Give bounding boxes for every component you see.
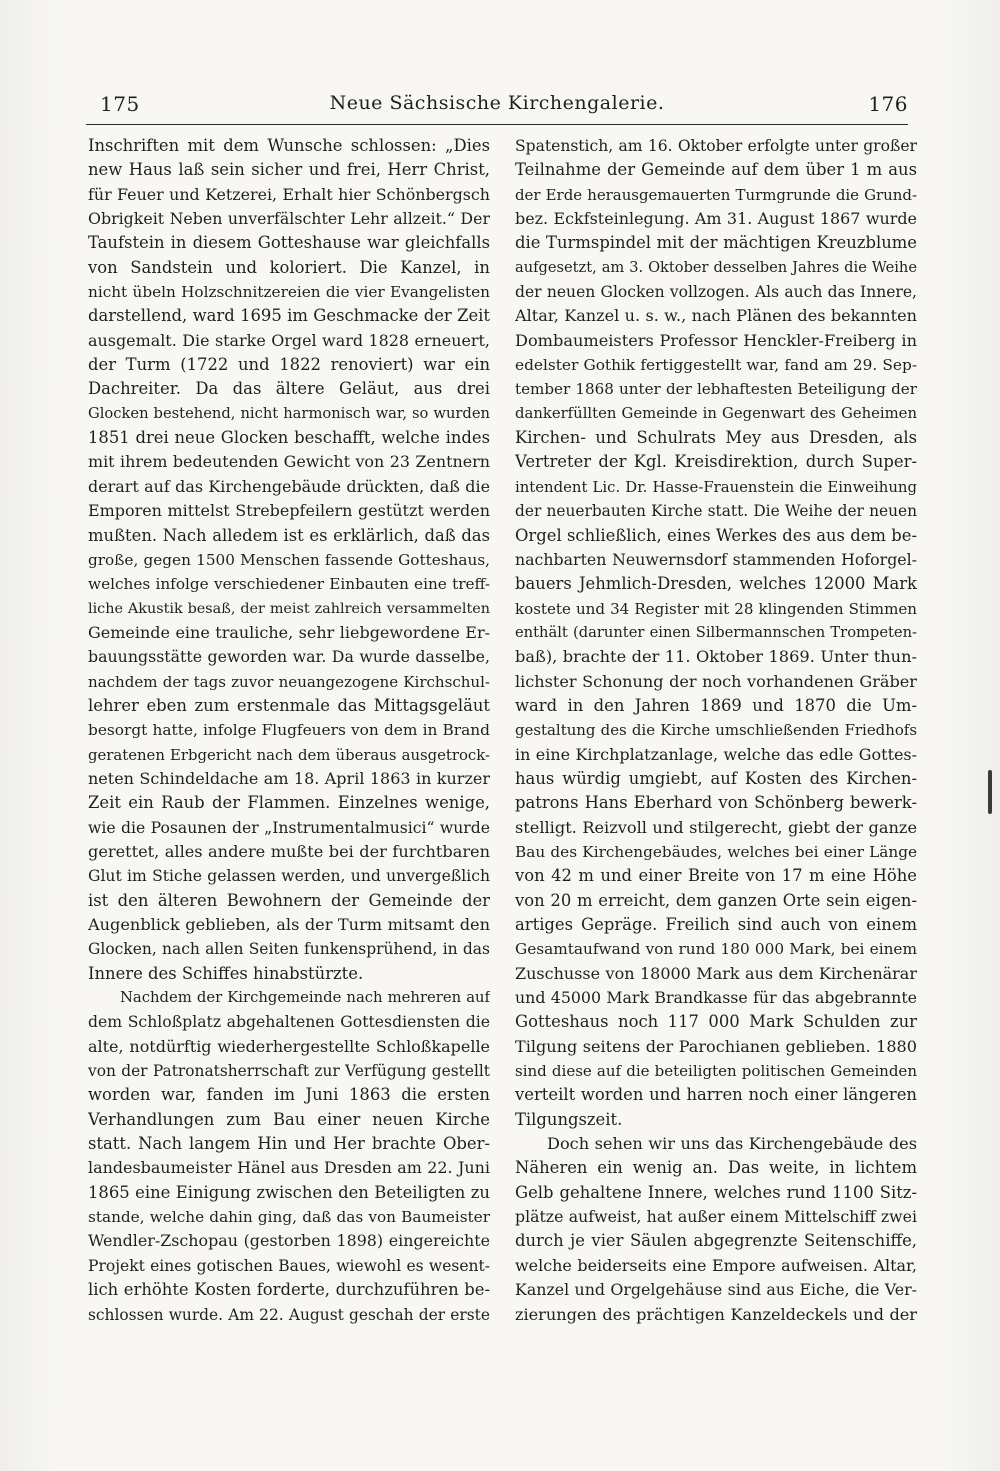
running-title: Neue Sächsische Kirchengalerie. [329, 92, 665, 114]
text-line: nachdem der tags zuvor neuangezogene Kirchschul- [88, 672, 490, 691]
text-line: statt. Nach langem Hin und Her brachte Ober- [88, 1134, 490, 1154]
text-line: bauers Jehmlich-Dresden, welches 12000 Mark [515, 574, 917, 594]
text-line: der neuerbauten Kirche statt. Die Weihe der neuen [515, 502, 917, 521]
right-page-number: 176 [868, 92, 908, 116]
text-line: welche beiderseits eine Empore aufweisen. Altar, [515, 1255, 917, 1275]
text-line: der neuen Glocken vollzogen. Als auch das Innere, [515, 283, 917, 302]
running-header [86, 86, 908, 122]
text-line: dankerfüllten Gemeinde in Gegenwart des Geheimen [515, 404, 917, 422]
text-line: kostete und 34 Register mit 28 klingenden Stimmen [515, 599, 917, 618]
text-line: lich erhöhte Kosten forderte, durchzuführen be- [88, 1280, 490, 1300]
text-line: Näheren ein wenig an. Das weite, in lichtem [515, 1158, 917, 1178]
text-line: Kirchen- und Schulrats Mey aus Dresden, als [515, 428, 917, 448]
text-line: verteilt worden und harren noch einer längeren [515, 1085, 917, 1105]
text-line: Tilgungszeit. [515, 1109, 623, 1129]
right-text-column [515, 134, 917, 1327]
text-line: Doch sehen wir uns das Kirchengebäude des [547, 1134, 917, 1154]
text-line: Glut im Stiche gelassen werden, und unvergeßlich [88, 867, 490, 886]
text-line: Innere des Schiffes hinabstürzte. [88, 963, 364, 983]
text-line: durch je vier Säulen abgegrenzte Seitenschiffe, [515, 1231, 917, 1251]
text-line: Bau des Kirchengebäudes, welches bei einer Länge [515, 842, 917, 861]
text-line: landesbaumeister Hänel aus Dresden am 22. Juni [88, 1158, 490, 1178]
text-line: worden war, fanden im Juni 1863 die ersten [88, 1085, 490, 1105]
text-line: lichster Schonung der noch vorhandenen Gräber [515, 671, 917, 691]
text-line: Taufstein in diesem Gotteshause war gleichfalls [88, 233, 490, 253]
text-line: gestaltung des die Kirche umschließenden Friedhofs [515, 721, 917, 740]
text-line: von 42 m und einer Breite von 17 m eine Höhe [515, 866, 917, 886]
text-line: Gemeinde eine trauliche, sehr liebgewordene Er- [88, 622, 490, 642]
text-line: Obrigkeit Neben unverfälschter Lehr allzeit.“ Der [88, 209, 490, 229]
text-line: Zeit ein Raub der Flammen. Einzelnes wenige, [88, 793, 490, 813]
text-line: Dombaumeisters Professor Henckler-Freiberg in [515, 330, 917, 350]
margin-mark [988, 770, 992, 814]
text-line: Glocken bestehend, nicht harmonisch war, so wurden [88, 404, 490, 422]
text-line: 1851 drei neue Glocken beschafft, welche indes [88, 428, 490, 448]
text-line: Inschriften mit dem Wunsche schlossen: „Dies [88, 136, 490, 155]
text-line: aufgesetzt, am 3. Oktober desselben Jahres die Weihe [515, 258, 917, 276]
left-page-number: 175 [100, 92, 140, 116]
text-line: sind diese auf die beteiligten politischen Gemeinden [515, 1062, 917, 1081]
text-line: für Feuer und Ketzerei, Erhalt hier Schönbergsch [88, 184, 490, 204]
text-line: tember 1868 unter der lebhaftesten Beteiligung der [515, 380, 917, 399]
text-line: besorgt hatte, infolge Flugfeuers von dem in Brand [88, 721, 490, 740]
text-line: von 20 m erreicht, dem ganzen Orte sein eigen- [515, 890, 917, 910]
text-line: von der Patronatsherrschaft zur Verfügung gestellt [88, 1062, 490, 1081]
text-line: gerettet, alles andere mußte bei der furchtbaren [88, 841, 490, 861]
text-line: Verhandlungen zum Bau einer neuen Kirche [88, 1109, 490, 1129]
text-line: wie die Posaunen der „Instrumentalmusici“ wurde [88, 818, 490, 837]
text-line: nicht übeln Holzschnitzereien die vier Evangelisten [88, 283, 490, 302]
text-line: edelster Gothik fertiggestellt war, fand am 29. Sep- [515, 356, 917, 375]
text-line: mit ihrem bedeutenden Gewicht von 23 Zentnern [88, 452, 490, 472]
text-line: baß), brachte der 11. Oktober 1869. Unter thun- [515, 647, 917, 667]
text-line: Spatenstich, am 16. Oktober erfolgte unter großer [515, 137, 917, 155]
text-line: ist den älteren Bewohnern der Gemeinde der [88, 890, 490, 910]
text-line: Emporen mittelst Strebepfeilern gestützt werden [88, 501, 490, 521]
text-line: stande, welche dahin ging, daß das von Baumeister [88, 1208, 490, 1227]
text-line: intendent Lic. Dr. Hasse-Frauenstein die Einweihung [515, 477, 917, 496]
text-line: stelligt. Reizvoll und stilgerecht, giebt der ganze [515, 817, 917, 837]
text-line: geratenen Erbgericht nach dem überaus ausgetrock- [88, 745, 490, 764]
text-line: dem Schloßplatz abgehaltenen Gottesdiensten die [88, 1012, 490, 1032]
text-line: derart auf das Kirchengebäude drückten, daß die [88, 476, 490, 496]
text-line: Kanzel und Orgelgehäuse sind aus Eiche, die Ver- [515, 1280, 917, 1300]
text-line: bez. Eckfsteinlegung. Am 31. August 1867 wurde [515, 209, 917, 229]
text-line: new Haus laß sein sicher und frei, Herr Christ, [88, 160, 490, 180]
text-line: plätze aufweist, hat außer einem Mittelschiff zwei [515, 1207, 917, 1227]
text-line: ward in den Jahren 1869 und 1870 die Um- [515, 695, 917, 715]
text-line: patrons Hans Eberhard von Schönberg bewerk- [515, 793, 917, 813]
text-line: Vertreter der Kgl. Kreisdirektion, durch Super- [515, 452, 917, 472]
text-line: der Turm (1722 und 1822 renoviert) war ein [88, 355, 490, 375]
text-line: Teilnahme der Gemeinde auf dem über 1 m aus [515, 160, 917, 180]
text-line: Zuschusse von 18000 Mark aus dem Kirchenärar [515, 963, 917, 983]
text-line: Wendler-Zschopau (gestorben 1898) eingereichte [88, 1231, 490, 1251]
text-line: Gesamtaufwand von rund 180 000 Mark, bei einem [515, 940, 917, 959]
text-line: lehrer eben zum erstenmale das Mittagsgeläut [88, 695, 490, 715]
text-line: zierungen des prächtigen Kanzeldeckels und der [515, 1304, 917, 1324]
text-line: liche Akustik besaß, der meist zahlreich versammelten [88, 600, 490, 617]
text-line: Projekt eines gotischen Baues, wiewohl es wesent- [88, 1256, 490, 1275]
text-line: 1865 eine Einigung zwischen den Beteiligten zu [88, 1182, 490, 1202]
text-line: haus würdig umgiebt, auf Kosten des Kirchen- [515, 768, 917, 788]
text-line: Gelb gehaltene Innere, welches rund 1100 Sitz- [515, 1182, 917, 1202]
text-line: alte, notdürftig wiederhergestellte Schloßkapelle [88, 1036, 490, 1056]
text-line: schlossen wurde. Am 22. August geschah der erste [88, 1305, 490, 1324]
text-line: Orgel schließlich, eines Werkes des aus dem be- [515, 525, 917, 545]
text-line: in eine Kirchplatzanlage, welche das edle Gottes- [515, 744, 917, 764]
text-line: welches infolge verschiedener Einbauten eine treff- [88, 575, 490, 594]
text-line: Dachreiter. Da das ältere Geläut, aus drei [88, 379, 490, 399]
text-line: die Turmspindel mit der mächtigen Kreuzblume [515, 233, 917, 253]
text-line: ausgemalt. Die starke Orgel ward 1828 erneuert, [88, 330, 490, 350]
text-line: mußten. Nach alledem ist es erklärlich, daß das [88, 525, 490, 545]
text-line: neten Schindeldache am 18. April 1863 in kurzer [88, 768, 490, 788]
text-line: Nachdem der Kirchgemeinde nach mehreren auf [120, 989, 490, 1007]
text-line: bauungsstätte geworden war. Da wurde dasselbe, [88, 647, 490, 667]
text-line: nachbarten Neuwernsdorf stammenden Hoforgel- [515, 549, 917, 569]
left-text-column [88, 134, 490, 1327]
text-line: Gotteshaus noch 117 000 Mark Schulden zur [515, 1012, 917, 1032]
text-line: und 45000 Mark Brandkasse für das abgebrannte [515, 988, 917, 1008]
text-line: der Erde herausgemauerten Turmgrunde die Grund- [515, 185, 917, 204]
text-line: von Sandstein und koloriert. Die Kanzel, in [88, 257, 490, 277]
text-line: Augenblick geblieben, als der Turm mitsamt den [88, 915, 490, 934]
text-line: Tilgung seitens der Parochianen geblieben. 1880 [515, 1036, 917, 1056]
text-line: Altar, Kanzel u. s. w., nach Plänen des bekannten [515, 306, 917, 326]
text-line: Glocken, nach allen Seiten funkensprühend, in das [88, 940, 490, 959]
header-rule [86, 124, 908, 125]
text-line: enthält (darunter einen Silbermannschen Trompeten- [515, 623, 917, 641]
text-line: darstellend, ward 1695 im Geschmacke der Zeit [88, 306, 490, 326]
text-line: artiges Gepräge. Freilich sind auch von einem [515, 915, 917, 934]
text-line: große, gegen 1500 Menschen fassende Gotteshaus, [88, 550, 490, 569]
